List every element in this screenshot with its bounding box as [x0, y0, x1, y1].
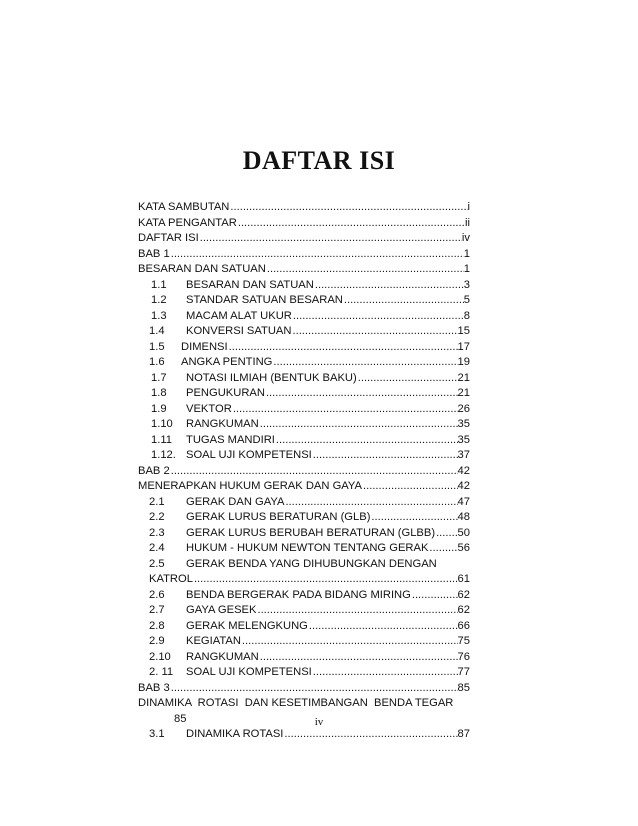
dot-leader	[259, 650, 458, 666]
toc-entry	[138, 231, 470, 247]
toc-entry-text: DAFTAR ISI	[138, 232, 199, 244]
toc-entry-page: 76	[457, 650, 470, 663]
toc-entry-page: 8	[463, 309, 470, 322]
dot-leader	[241, 634, 458, 650]
toc-entry	[138, 665, 470, 681]
toc-entry-text: KATROL	[149, 573, 193, 585]
toc-entry-text: KONVERSI SATUAN	[186, 325, 292, 337]
page-number: iv	[314, 716, 324, 728]
toc-entry-page: 75	[457, 635, 470, 647]
toc-entry	[138, 386, 470, 402]
toc-entry-text: KEGIATAN	[186, 635, 241, 647]
toc-entry	[138, 402, 470, 418]
toc-entry	[138, 278, 470, 294]
toc-entry	[138, 495, 470, 511]
toc-entry	[138, 572, 470, 588]
dot-leader	[314, 278, 464, 294]
toc-entry	[138, 464, 470, 480]
toc-entry-page: 62	[457, 588, 470, 601]
toc-entry-number: 1.4	[149, 325, 165, 337]
toc-entry	[138, 510, 470, 526]
dot-leader	[312, 665, 458, 681]
toc-entry-number: 2.6	[149, 588, 165, 601]
toc-entry	[138, 526, 470, 542]
toc-entry-page: 21	[457, 387, 470, 399]
toc-entry-page: 77	[457, 666, 470, 678]
toc-entry-number: 1.10	[151, 418, 173, 430]
toc-entry-text: KATA SAMBUTAN	[138, 201, 230, 213]
toc-entry-text: MACAM ALAT UKUR	[186, 309, 292, 322]
dot-leader	[362, 479, 458, 495]
toc-entry	[138, 619, 470, 635]
toc-entry-number: 2.10	[149, 650, 171, 663]
toc-entry-number: 2.4	[149, 542, 165, 554]
dot-leader	[170, 247, 464, 263]
toc-entry-page: iv	[461, 232, 470, 244]
toc-entry-page: 61	[457, 573, 470, 585]
toc-entry-text: PENGUKURAN	[186, 387, 265, 399]
toc-entry-page: 35	[457, 418, 470, 430]
toc-entry-text: SOAL UJI KOMPETENSI	[186, 666, 312, 678]
toc-entry-text: BENDA BERGERAK PADA BIDANG MIRING	[186, 588, 411, 601]
dot-leader	[308, 619, 458, 635]
toc-entry-number: 2.9	[149, 635, 165, 647]
toc-entry-text: NOTASI ILMIAH (BENTUK BAKU)	[186, 371, 357, 384]
toc-entry-page: 15	[457, 325, 470, 337]
toc-entry-text: RANGKUMAN	[186, 650, 259, 663]
toc-entry-number: 1.2	[151, 294, 167, 306]
toc-entry-number: 2.2	[149, 511, 165, 523]
toc-entry-number: 1.5	[149, 340, 165, 353]
dot-leader	[266, 262, 464, 278]
toc-entry-number: 2.5	[149, 557, 165, 570]
toc-entry	[138, 634, 470, 650]
toc-entry	[138, 417, 470, 433]
toc-entry	[138, 324, 470, 340]
dot-leader	[170, 464, 458, 480]
toc-entry	[138, 557, 470, 573]
dot-leader	[435, 526, 457, 542]
toc-entry-page: 48	[457, 511, 470, 523]
toc-entry	[138, 603, 470, 619]
dot-leader	[272, 355, 457, 371]
toc-entry-number: 1.7	[151, 371, 167, 384]
toc-entry-page: 17	[457, 340, 470, 353]
dot-leader	[256, 603, 457, 619]
dot-leader	[343, 293, 464, 309]
toc-entry-text: GERAK DAN GAYA	[186, 495, 285, 508]
toc-entry	[138, 448, 470, 464]
dot-leader	[193, 572, 458, 588]
toc-entry-text: BESARAN DAN SATUAN	[138, 263, 266, 275]
toc-entry-page: 1	[463, 247, 470, 260]
toc-entry-page: 47	[457, 495, 470, 508]
toc-entry-page: 35	[457, 433, 470, 446]
toc-entry-page: 42	[457, 480, 470, 492]
dot-leader	[170, 681, 458, 697]
toc-entry-text: BAB 1	[138, 247, 170, 260]
dot-leader	[370, 510, 457, 526]
toc-entry	[138, 371, 470, 387]
toc-entry-number: 1.11	[151, 433, 172, 446]
toc-entry-page: 21	[457, 371, 470, 384]
toc-entry-page: 56	[457, 542, 470, 554]
toc-entry	[138, 433, 470, 449]
dot-leader	[265, 386, 458, 402]
toc-entry-text: DINAMIKA ROTASI DAN KESETIMBANGAN BENDA TEGAR	[138, 697, 454, 709]
toc-entry-number: 1.8	[151, 387, 167, 399]
toc-entry-text: GERAK MELENGKUNG	[186, 619, 308, 632]
toc-entry-text: VEKTOR	[186, 402, 232, 415]
dot-leader	[357, 371, 458, 387]
toc-entry-text: GERAK BENDA YANG DIHUBUNGKAN DENGAN	[186, 557, 437, 570]
toc-entry	[138, 293, 470, 309]
dot-leader	[283, 727, 457, 743]
toc-entry-text: DIMENSI	[181, 340, 228, 353]
toc-entry	[138, 262, 470, 278]
toc-entry	[138, 541, 470, 557]
toc-entry-text: ANGKA PENTING	[181, 356, 273, 368]
toc-entry-text: MENERAPKAN HUKUM GERAK DAN GAYA	[138, 480, 362, 492]
dot-leader	[291, 324, 457, 340]
toc-entry-number: 2.8	[149, 619, 165, 632]
dot-leader	[428, 541, 457, 557]
toc-entry-page: i	[467, 201, 470, 213]
toc-entry	[138, 650, 470, 666]
toc-entry-page: 50	[457, 526, 470, 539]
toc-entry-page: 42	[457, 464, 470, 477]
dot-leader	[275, 433, 458, 449]
toc-entry-text: GERAK LURUS BERUBAH BERATURAN (GLBB)	[186, 526, 436, 539]
toc-entry	[138, 247, 470, 263]
toc-entry-page: ii	[465, 216, 470, 229]
toc-entry	[138, 479, 470, 495]
toc-entry-number: 1.6	[149, 356, 165, 368]
toc-entry-text: HUKUM - HUKUM NEWTON TENTANG GERAK	[186, 542, 429, 554]
toc-entry-page: 1	[463, 263, 470, 275]
toc-entry-text: BAB 3	[138, 681, 170, 694]
toc-entry-page: 87	[457, 728, 470, 740]
page-title: DAFTAR ISI	[242, 146, 396, 175]
toc-entry-text: KATA PENGANTAR	[138, 216, 237, 229]
toc-entry-number: 2.1	[149, 495, 165, 508]
toc-entry-number: 2. 11	[149, 666, 174, 678]
dot-leader	[232, 402, 458, 418]
dot-leader	[199, 231, 462, 247]
dot-leader	[237, 216, 465, 232]
table-of-contents	[138, 200, 470, 743]
toc-entry-page: 19	[457, 356, 470, 368]
toc-entry-page: 37	[457, 449, 470, 461]
toc-entry-page: 66	[457, 619, 470, 632]
toc-entry-number: 2.7	[149, 604, 165, 616]
toc-entry	[138, 309, 470, 325]
dot-leader	[411, 588, 458, 604]
toc-entry	[138, 216, 470, 232]
toc-entry-page: 62	[457, 604, 470, 616]
toc-entry	[138, 588, 470, 604]
toc-entry	[138, 355, 470, 371]
toc-entry-text: SOAL UJI KOMPETENSI	[186, 449, 312, 461]
toc-entry	[138, 727, 470, 743]
dot-leader	[229, 200, 467, 216]
toc-entry-text: BAB 2	[138, 464, 170, 477]
toc-entry-text: DINAMIKA ROTASI	[186, 728, 284, 740]
toc-entry-page: 26	[457, 402, 470, 415]
toc-entry-number: 1.3	[151, 309, 167, 322]
toc-entry	[138, 340, 470, 356]
toc-entry-number: 1.1	[151, 278, 167, 291]
toc-entry-number: 2.3	[149, 526, 165, 539]
toc-entry-text: GAYA GESEK	[186, 604, 257, 616]
toc-entry-page: 3	[463, 278, 470, 291]
dot-leader	[292, 309, 464, 325]
dot-leader	[312, 448, 458, 464]
toc-entry-text: RANGKUMAN	[186, 418, 259, 430]
toc-entry-text: STANDAR SATUAN BESARAN	[186, 294, 343, 306]
toc-entry-number: 1.9	[151, 402, 167, 415]
toc-entry-text: BESARAN DAN SATUAN	[186, 278, 314, 291]
dot-leader	[228, 340, 458, 356]
toc-entry	[138, 681, 470, 697]
toc-entry	[138, 696, 470, 712]
toc-entry-text: GERAK LURUS BERATURAN (GLB)	[186, 511, 371, 523]
toc-entry-page: 5	[463, 294, 470, 306]
dot-leader	[259, 417, 458, 433]
toc-entry-number: 3.1	[149, 728, 165, 740]
toc-entry-text: 85	[174, 712, 187, 725]
toc-entry-page: 85	[457, 681, 470, 694]
dot-leader	[284, 495, 457, 511]
toc-entry	[138, 200, 470, 216]
toc-entry-number: 1.12.	[151, 449, 176, 461]
toc-entry-text: TUGAS MANDIRI	[186, 433, 275, 446]
